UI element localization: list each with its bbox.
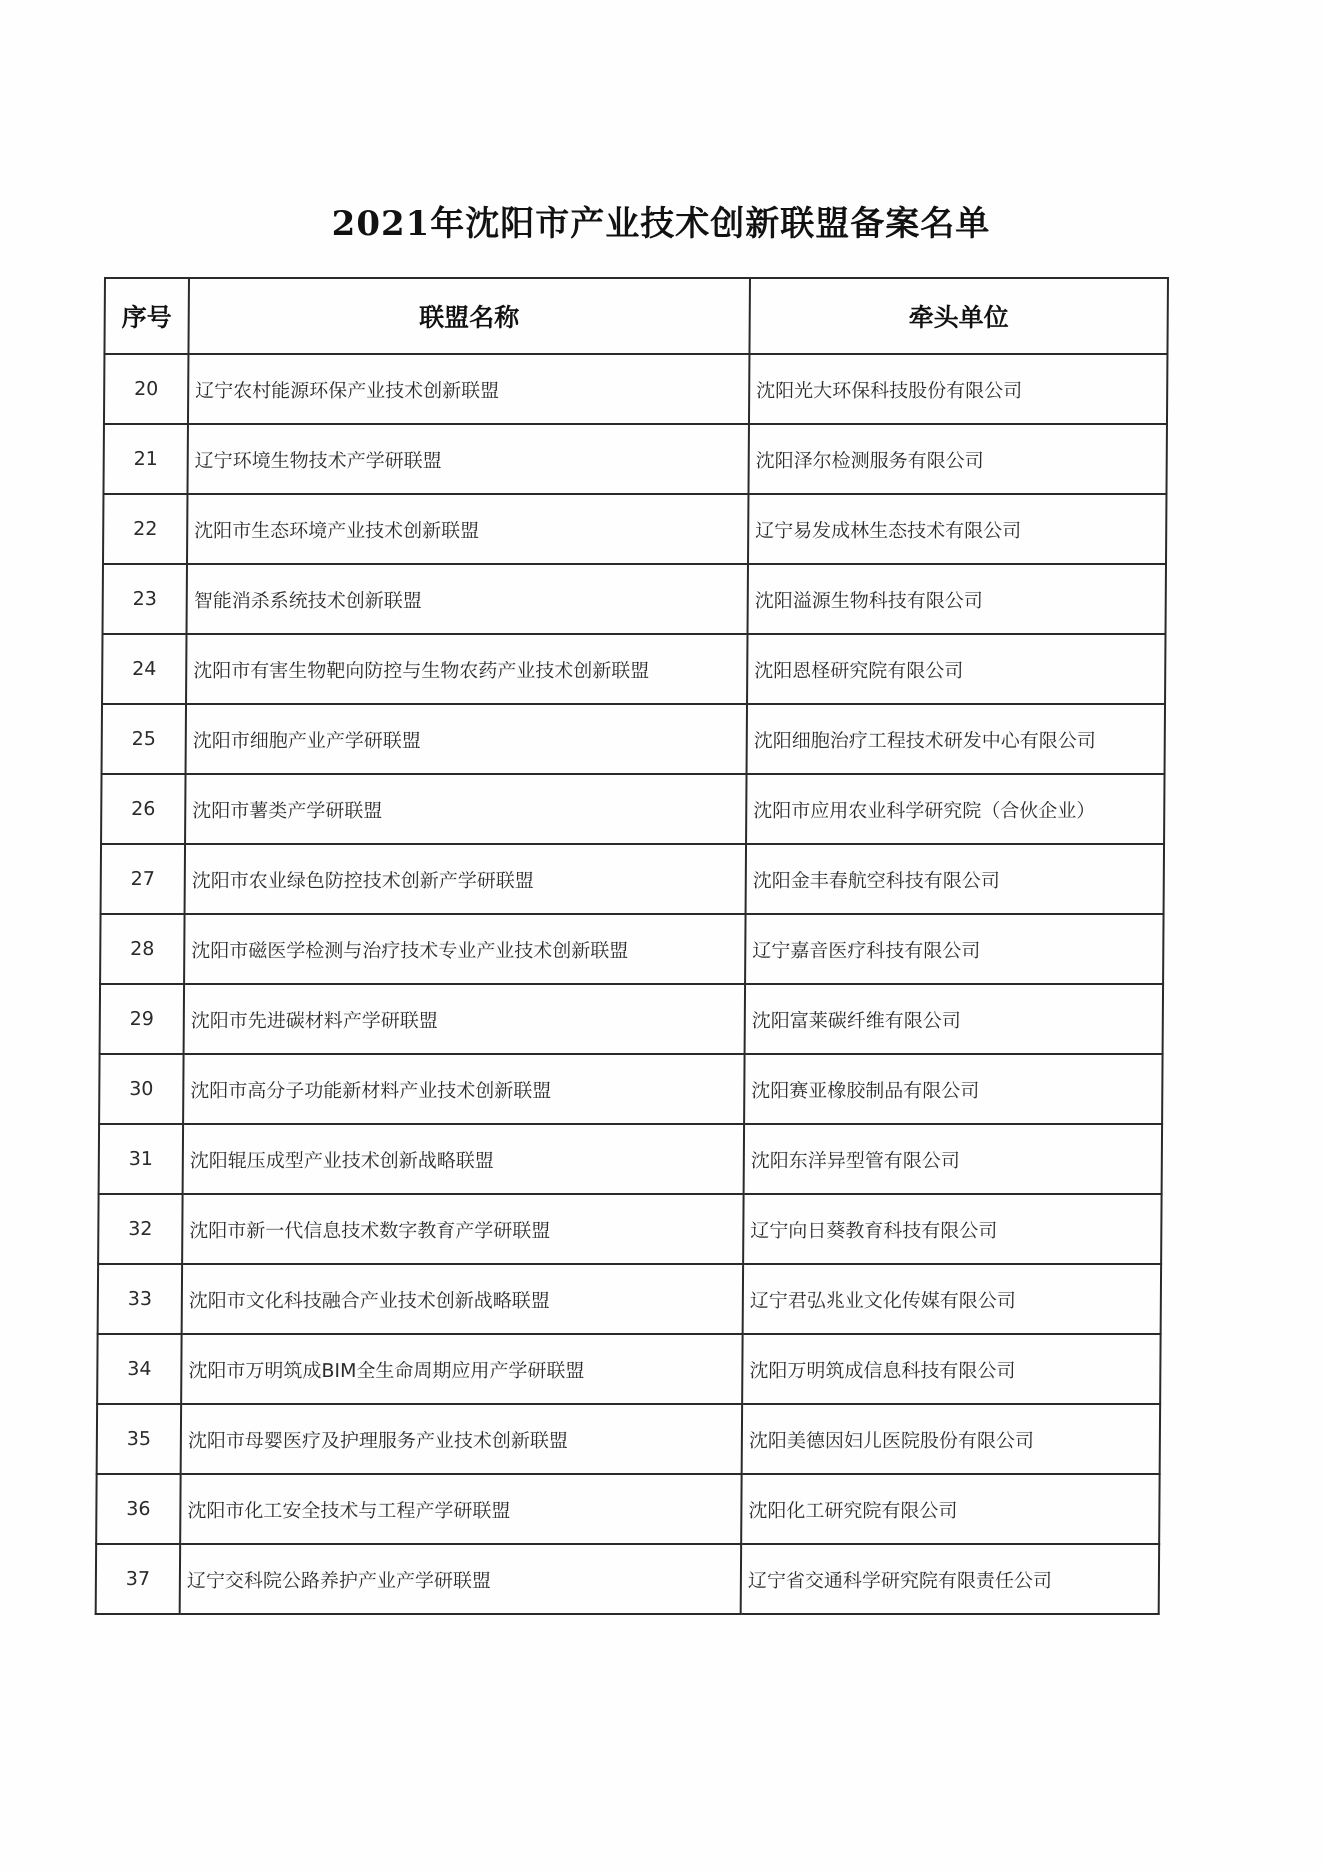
alliance-name-cell: 沈阳市薯类产学研联盟 bbox=[185, 774, 746, 844]
alliance-name-cell: 沈阳市先进碳材料产学研联盟 bbox=[184, 984, 745, 1054]
alliance-name-cell: 沈阳市化工安全技术与工程产学研联盟 bbox=[180, 1474, 741, 1544]
alliance-name-cell: 沈阳市母婴医疗及护理服务产业技术创新联盟 bbox=[181, 1404, 742, 1474]
row-number: 29 bbox=[100, 984, 184, 1054]
lead-unit-cell: 沈阳细胞治疗工程技术研发中心有限公司 bbox=[747, 704, 1165, 774]
lead-unit-cell: 沈阳东洋异型管有限公司 bbox=[744, 1124, 1162, 1194]
row-number: 20 bbox=[104, 354, 188, 424]
lead-unit-cell: 沈阳金丰春航空科技有限公司 bbox=[746, 844, 1164, 914]
row-number: 34 bbox=[97, 1334, 181, 1404]
lead-unit-cell: 沈阳泽尔检测服务有限公司 bbox=[748, 424, 1166, 494]
row-number: 27 bbox=[101, 844, 185, 914]
lead-unit-cell: 沈阳市应用农业科学研究院（合伙企业） bbox=[746, 774, 1164, 844]
table-row bbox=[103, 564, 1166, 634]
table-row bbox=[99, 1054, 1162, 1124]
lead-unit-cell: 辽宁向日葵教育科技有限公司 bbox=[743, 1194, 1161, 1264]
alliance-name-cell: 沈阳市万明筑成BIM全生命周期应用产学研联盟 bbox=[181, 1334, 742, 1404]
row-number: 31 bbox=[99, 1124, 183, 1194]
lead-unit-cell: 沈阳化工研究院有限公司 bbox=[741, 1474, 1159, 1544]
table-row bbox=[103, 494, 1166, 564]
document-title: 2021年沈阳市产业技术创新联盟备案名单 bbox=[331, 204, 991, 244]
table-row bbox=[104, 354, 1167, 424]
row-number: 28 bbox=[100, 914, 184, 984]
alliance-name-cell: 沈阳市农业绿色防控技术创新产学研联盟 bbox=[185, 844, 746, 914]
alliance-name-cell: 辽宁交科院公路养护产业产学研联盟 bbox=[180, 1544, 741, 1614]
row-number: 26 bbox=[101, 774, 185, 844]
table-row bbox=[98, 1194, 1161, 1264]
alliance-name-cell: 沈阳市磁医学检测与治疗技术专业产业技术创新联盟 bbox=[184, 914, 745, 984]
alliance-name-cell: 沈阳市有害生物靶向防控与生物农药产业技术创新联盟 bbox=[186, 634, 747, 704]
alliance-name-cell: 沈阳市生态环境产业技术创新联盟 bbox=[187, 494, 748, 564]
lead-unit-cell: 辽宁君弘兆业文化传媒有限公司 bbox=[743, 1264, 1161, 1334]
table-row bbox=[96, 1474, 1159, 1544]
alliance-name-cell: 沈阳市细胞产业产学研联盟 bbox=[186, 704, 747, 774]
alliance-name-cell: 辽宁农村能源环保产业技术创新联盟 bbox=[188, 354, 749, 424]
table-row bbox=[102, 634, 1165, 704]
row-number: 32 bbox=[98, 1194, 182, 1264]
alliance-name-cell: 智能消杀系统技术创新联盟 bbox=[187, 564, 748, 634]
row-number: 30 bbox=[99, 1054, 183, 1124]
alliance-name-cell: 沈阳市新一代信息技术数字教育产学研联盟 bbox=[182, 1194, 743, 1264]
row-number: 23 bbox=[103, 564, 187, 634]
row-number: 24 bbox=[102, 634, 186, 704]
table-row bbox=[103, 424, 1166, 494]
row-number: 36 bbox=[96, 1474, 180, 1544]
lead-unit-cell: 沈阳万明筑成信息科技有限公司 bbox=[742, 1334, 1160, 1404]
table-row bbox=[101, 774, 1164, 844]
lead-unit-cell: 辽宁省交通科学研究院有限责任公司 bbox=[741, 1544, 1159, 1614]
lead-unit-cell: 沈阳富莱碳纤维有限公司 bbox=[745, 984, 1163, 1054]
lead-unit-cell: 沈阳光大环保科技股份有限公司 bbox=[749, 354, 1167, 424]
alliance-name-cell: 沈阳市文化科技融合产业技术创新战略联盟 bbox=[182, 1264, 743, 1334]
row-number: 22 bbox=[103, 494, 187, 564]
lead-unit-cell: 辽宁嘉音医疗科技有限公司 bbox=[745, 914, 1163, 984]
alliance-name-cell: 沈阳辊压成型产业技术创新战略联盟 bbox=[183, 1124, 744, 1194]
lead-unit-cell: 沈阳美德因妇儿医院股份有限公司 bbox=[742, 1404, 1160, 1474]
table-row bbox=[96, 1544, 1159, 1614]
alliance-name-cell: 辽宁环境生物技术产学研联盟 bbox=[187, 424, 748, 494]
row-number: 33 bbox=[98, 1264, 182, 1334]
table-row bbox=[102, 704, 1165, 774]
alliance-name-cell: 沈阳市高分子功能新材料产业技术创新联盟 bbox=[183, 1054, 744, 1124]
table-row bbox=[97, 1404, 1160, 1474]
table-row bbox=[98, 1264, 1161, 1334]
table-row bbox=[100, 984, 1163, 1054]
row-number: 25 bbox=[102, 704, 186, 774]
table-header-row bbox=[104, 278, 1168, 354]
header-alliance-name: 联盟名称 bbox=[188, 278, 750, 354]
table-row bbox=[101, 844, 1164, 914]
lead-unit-cell: 沈阳赛亚橡胶制品有限公司 bbox=[744, 1054, 1162, 1124]
header-lead-unit: 牵头单位 bbox=[749, 278, 1168, 354]
header-number: 序号 bbox=[104, 278, 189, 354]
lead-unit-cell: 辽宁易发成林生态技术有限公司 bbox=[748, 494, 1166, 564]
lead-unit-cell: 沈阳溢源生物科技有限公司 bbox=[748, 564, 1166, 634]
table-row bbox=[99, 1124, 1162, 1194]
table-row bbox=[100, 914, 1163, 984]
table-row bbox=[97, 1334, 1160, 1404]
alliance-roster-table bbox=[95, 277, 1169, 1615]
row-number: 21 bbox=[103, 424, 187, 494]
row-number: 37 bbox=[96, 1544, 180, 1614]
lead-unit-cell: 沈阳恩柽研究院有限公司 bbox=[747, 634, 1165, 704]
row-number: 35 bbox=[97, 1404, 181, 1474]
